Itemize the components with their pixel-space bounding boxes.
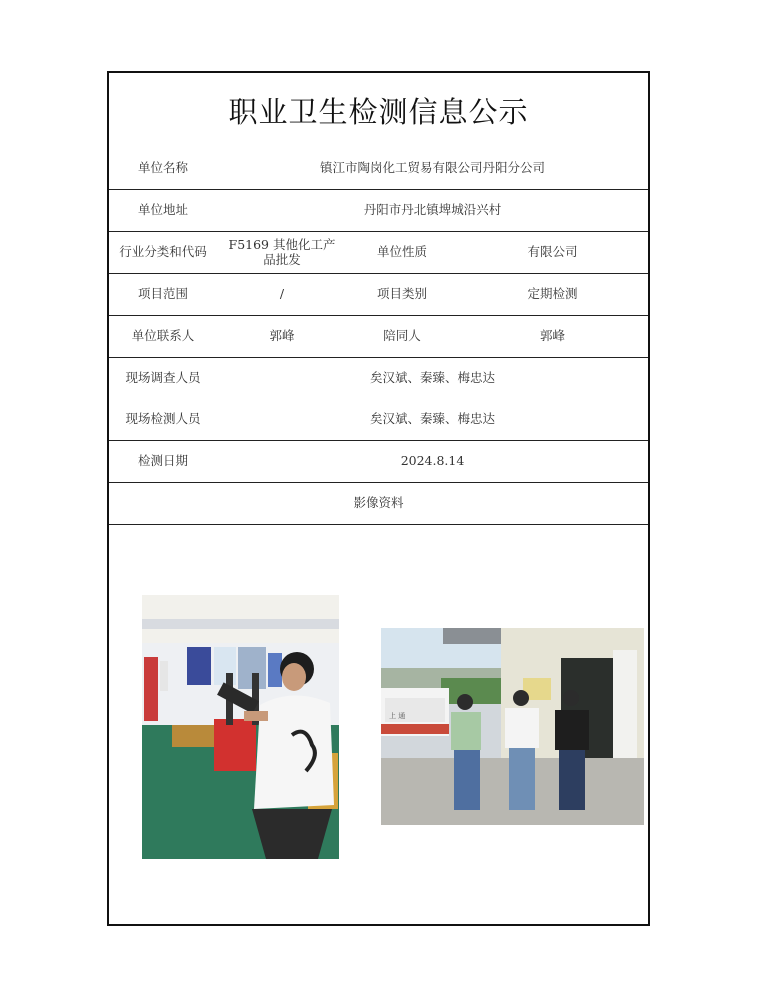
project-scope-label: 项目范围: [137, 286, 188, 302]
contact-value: 郭峰: [269, 328, 295, 344]
project-category-value: 定期检测: [527, 286, 578, 302]
row-project: [109, 274, 648, 316]
row-contact: [109, 316, 648, 358]
company-name-label: 单位名称: [137, 160, 188, 176]
row-test-date: [109, 441, 648, 483]
escort-label: 陪同人: [383, 328, 421, 344]
page-title: 职业卫生检测信息公示: [228, 95, 529, 129]
row-industry: [109, 232, 648, 274]
row-survey-staff: [109, 358, 648, 399]
survey-staff-label: 现场调查人员: [125, 370, 201, 386]
industry-label: 行业分类和代码: [119, 244, 207, 260]
company-name-value: 镇江市陶岗化工贸易有限公司丹阳分公司: [319, 160, 545, 176]
industry-value: F5169 其他化工产品批发: [228, 237, 336, 267]
row-company-address: [109, 190, 648, 232]
testing-staff-label: 现场检测人员: [125, 411, 201, 427]
photo-area: [109, 525, 648, 923]
company-address-value: 丹阳市丹北镇埤城沿兴村: [363, 202, 502, 218]
company-type-value: 有限公司: [527, 244, 578, 260]
testing-staff-value: 矣汉斌、秦臻、梅忠达: [369, 411, 495, 427]
survey-staff-value: 矣汉斌、秦臻、梅忠达: [369, 370, 495, 386]
project-scope-value: /: [279, 286, 285, 302]
escort-value: 郭峰: [539, 328, 565, 344]
photo-inspection-indoor: [142, 595, 339, 859]
project-category-label: 项目类别: [376, 286, 427, 302]
test-date-value: 2024.8.14: [400, 453, 465, 469]
photo-team-outdoor: [381, 628, 644, 825]
contact-label: 单位联系人: [131, 328, 195, 344]
company-type-label: 单位性质: [376, 244, 427, 260]
test-date-label: 检测日期: [137, 453, 188, 469]
row-company-name: [109, 148, 648, 190]
disclosure-form: [107, 71, 650, 926]
row-images: [109, 483, 648, 525]
truck-text: 上 通: [389, 712, 406, 720]
row-testing-staff: [109, 399, 648, 441]
company-address-label: 单位地址: [137, 202, 188, 218]
images-label: 影像资料: [353, 495, 404, 511]
